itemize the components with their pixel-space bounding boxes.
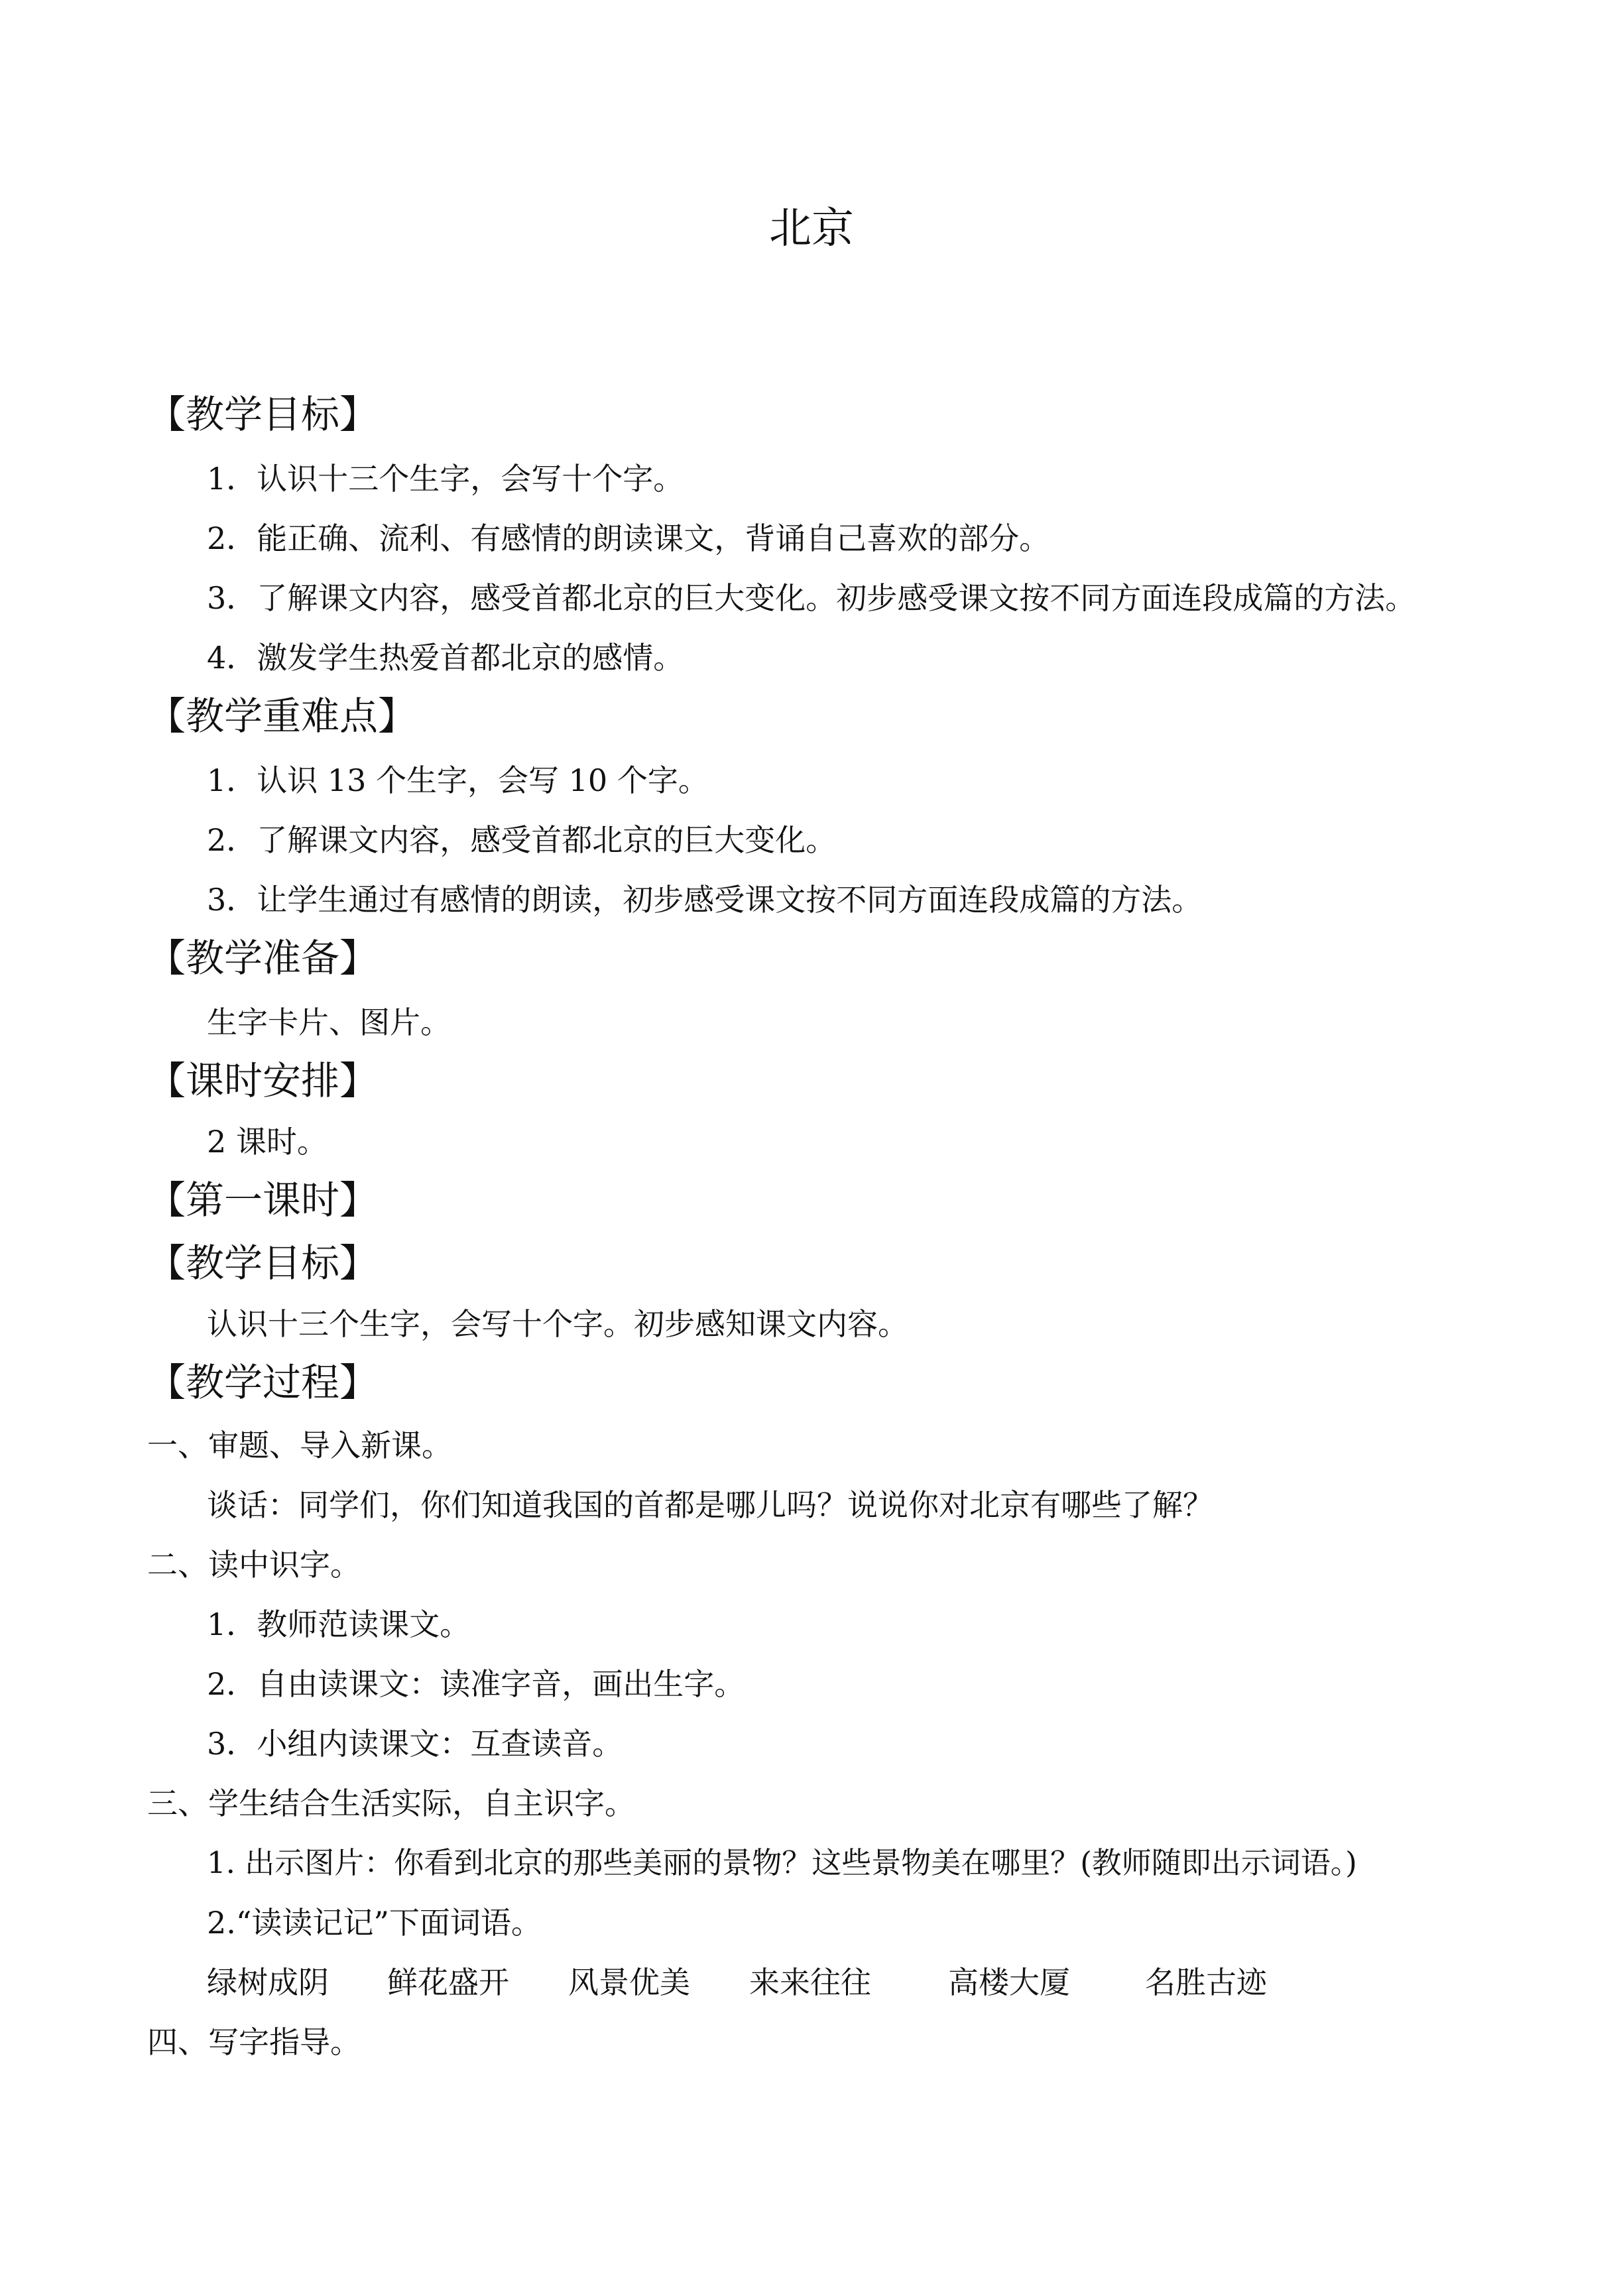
- process-step-1: 一、审题、导入新课。: [147, 1427, 452, 1463]
- key-point-item: 2．了解课文内容，感受首都北京的巨大变化。: [207, 822, 837, 858]
- goal-item: 3．了解课文内容，感受首都北京的巨大变化。初步感受课文按不同方面连段成篇的方法。: [207, 580, 1416, 616]
- process-step-2-item: 2．自由读课文：读准字音，画出生字。: [207, 1666, 745, 1702]
- key-point-item: 1．认识 13 个生字，会写 10 个字。: [207, 762, 709, 798]
- process-step-2-item: 1．教师范读课文。: [207, 1606, 471, 1642]
- section-heading-preparation: 【教学准备】: [147, 936, 379, 981]
- goal-item: 2．能正确、流利、有感情的朗读课文，背诵自己喜欢的部分。: [207, 520, 1050, 556]
- vocabulary-word: 绿树成阴: [207, 1964, 329, 2000]
- section-heading-process: 【教学过程】: [147, 1360, 379, 1405]
- process-step-4: 四、写字指导。: [147, 2024, 361, 2060]
- vocabulary-word: 名胜古迹: [1145, 1964, 1267, 2000]
- vocabulary-word: 高楼大厦: [948, 1964, 1070, 2000]
- goal-item: 1．认识十三个生字，会写十个字。: [207, 461, 684, 497]
- goal-item: 4．激发学生热爱首都北京的感情。: [207, 640, 684, 676]
- lesson-goals-text: 认识十三个生字，会写十个字。初步感知课文内容。: [207, 1306, 908, 1342]
- schedule-text: 2 课时。: [207, 1124, 328, 1160]
- section-heading-goals: 【教学目标】: [147, 392, 379, 437]
- section-heading-lesson-goals: 【教学目标】: [147, 1240, 379, 1286]
- section-heading-schedule: 【课时安排】: [147, 1058, 379, 1103]
- key-point-item: 3．让学生通过有感情的朗读，初步感受课文按不同方面连段成篇的方法。: [207, 882, 1203, 918]
- section-heading-key-points: 【教学重难点】: [147, 694, 417, 739]
- process-step-3-item: 1. 出示图片：你看到北京的那些美丽的景物？这些景物美在哪里？(教师随即出示词语。): [207, 1845, 1357, 1880]
- section-heading-first-lesson: 【第一课时】: [147, 1178, 379, 1223]
- process-step-3-item: 2.“读读记记”下面词语。: [207, 1905, 542, 1941]
- vocabulary-word: 风景优美: [568, 1964, 690, 2000]
- vocabulary-word: 鲜花盛开: [387, 1964, 509, 2000]
- page-title: 北京: [769, 204, 854, 253]
- preparation-text: 生字卡片、图片。: [207, 1004, 451, 1040]
- process-step-2: 二、读中识字。: [147, 1547, 361, 1583]
- process-step-1-text: 谈话：同学们，你们知道我国的首都是哪儿吗？说说你对北京有哪些了解？: [207, 1487, 1213, 1523]
- process-step-2-item: 3．小组内读课文：互查读音。: [207, 1726, 623, 1762]
- vocabulary-word: 来来往往: [749, 1964, 871, 2000]
- process-step-3: 三、学生结合生活实际，自主识字。: [147, 1785, 635, 1821]
